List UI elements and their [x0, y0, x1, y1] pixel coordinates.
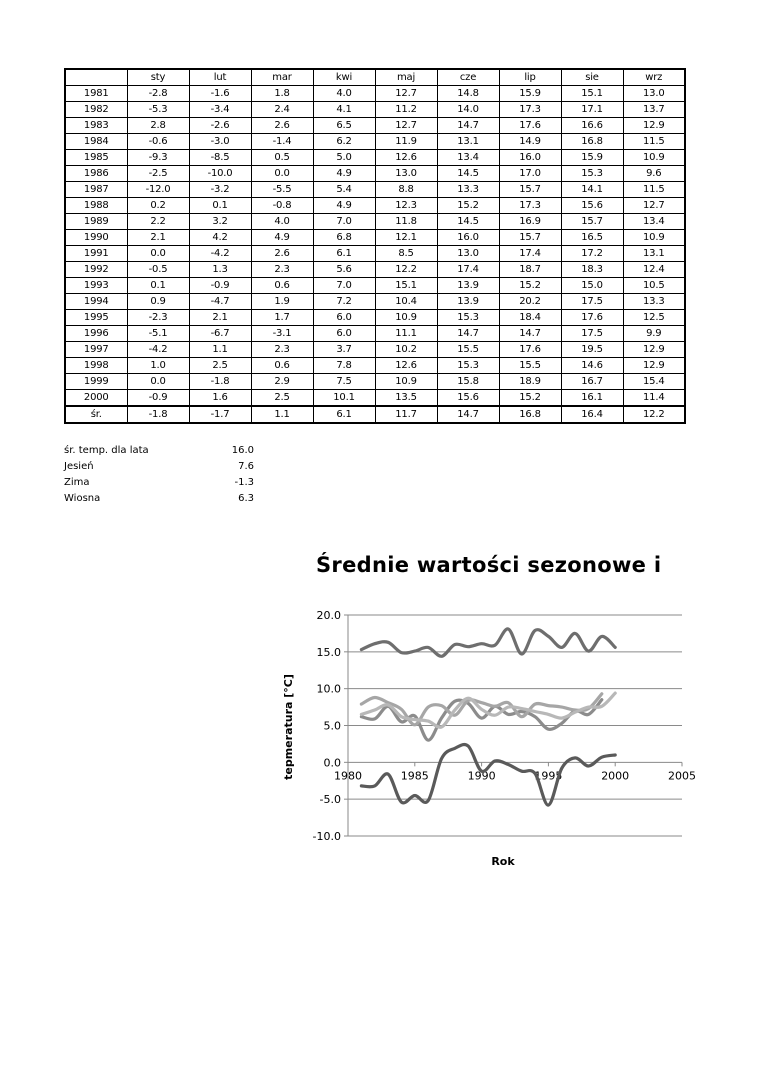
table-cell: 6.8 — [313, 230, 375, 246]
table-cell: 10.4 — [375, 294, 437, 310]
table-cell: -2.5 — [127, 166, 189, 182]
summary-value: 6.3 — [238, 493, 254, 504]
table-cell: 12.6 — [375, 150, 437, 166]
table-cell: 7.0 — [313, 214, 375, 230]
table-cell: 2.5 — [251, 390, 313, 407]
table-cell: 1.1 — [251, 406, 313, 423]
header-cell: maj — [375, 69, 437, 86]
table-cell: 0.2 — [127, 198, 189, 214]
x-tick-label: 1995 — [534, 769, 563, 783]
table-cell: -4.7 — [189, 294, 251, 310]
table-cell: 2.6 — [251, 246, 313, 262]
table-cell: -1.8 — [127, 406, 189, 423]
table-cell: 13.9 — [437, 294, 499, 310]
temperature-table — [64, 68, 686, 424]
table-cell: -4.2 — [189, 246, 251, 262]
table-cell: 12.1 — [375, 230, 437, 246]
x-tick-label: 1985 — [400, 769, 429, 783]
header-cell — [65, 69, 127, 86]
table-row — [65, 310, 685, 326]
table-row — [65, 374, 685, 390]
header-cell: sie — [561, 69, 623, 86]
table-cell: 12.7 — [375, 118, 437, 134]
table-row — [65, 342, 685, 358]
table-cell: 12.4 — [623, 262, 685, 278]
header-cell: mar — [251, 69, 313, 86]
table-body — [65, 86, 685, 424]
table-cell: 4.9 — [313, 198, 375, 214]
table-cell: 15.4 — [623, 374, 685, 390]
table-cell: 13.0 — [375, 166, 437, 182]
x-tick-label: 2005 — [668, 769, 696, 783]
row-label-cell: 1995 — [65, 310, 127, 326]
table-cell: 15.3 — [437, 358, 499, 374]
table-cell: -0.9 — [127, 390, 189, 407]
table-cell: -0.6 — [127, 134, 189, 150]
table-cell: 10.9 — [375, 310, 437, 326]
summary-label: Jesień — [64, 461, 94, 472]
row-label-cell: 1990 — [65, 230, 127, 246]
table-row — [65, 118, 685, 134]
row-label-cell: 1998 — [65, 358, 127, 374]
table-cell: -9.3 — [127, 150, 189, 166]
table-cell: -5.1 — [127, 326, 189, 342]
table-cell: 0.0 — [251, 166, 313, 182]
x-tick-label: 1990 — [467, 769, 496, 783]
table-cell: -1.7 — [189, 406, 251, 423]
table-cell: -5.5 — [251, 182, 313, 198]
table-cell: -0.8 — [251, 198, 313, 214]
x-axis-label: Rok — [491, 855, 515, 868]
table-cell: 15.7 — [561, 214, 623, 230]
table-cell: -1.4 — [251, 134, 313, 150]
table-cell: 5.4 — [313, 182, 375, 198]
row-label-cell: śr. — [65, 406, 127, 423]
table-cell: 12.9 — [623, 358, 685, 374]
table-cell: 5.0 — [313, 150, 375, 166]
table-cell: 0.6 — [251, 278, 313, 294]
y-tick-label: -5.0 — [319, 793, 341, 807]
table-cell: 6.0 — [313, 326, 375, 342]
summary-label: Zima — [64, 477, 90, 488]
table-cell: 16.4 — [561, 406, 623, 423]
table-cell: 18.3 — [561, 262, 623, 278]
table-cell: 7.5 — [313, 374, 375, 390]
table-cell: 11.7 — [375, 406, 437, 423]
table-cell: 17.3 — [499, 198, 561, 214]
header-cell: cze — [437, 69, 499, 86]
table-cell: -10.0 — [189, 166, 251, 182]
table-cell: 12.9 — [623, 118, 685, 134]
table-cell: 0.9 — [127, 294, 189, 310]
table-row — [65, 214, 685, 230]
header-cell: sty — [127, 69, 189, 86]
table-cell: 15.6 — [561, 198, 623, 214]
table-cell: 1.1 — [189, 342, 251, 358]
table-cell: -8.5 — [189, 150, 251, 166]
table-cell: 2.8 — [127, 118, 189, 134]
summary-row — [64, 475, 254, 491]
summary-label: śr. temp. dla lata — [64, 445, 149, 456]
summary-value: 7.6 — [238, 461, 254, 472]
table-cell: 17.6 — [561, 310, 623, 326]
table-cell: 7.2 — [313, 294, 375, 310]
table-cell: -3.0 — [189, 134, 251, 150]
table-cell: 11.2 — [375, 102, 437, 118]
table-cell: 14.8 — [437, 86, 499, 102]
table-cell: 13.1 — [437, 134, 499, 150]
table-cell: 6.2 — [313, 134, 375, 150]
table-cell: 4.9 — [313, 166, 375, 182]
header-cell: wrz — [623, 69, 685, 86]
table-cell: 4.9 — [251, 230, 313, 246]
table-cell: 13.1 — [623, 246, 685, 262]
table-cell: 4.0 — [313, 86, 375, 102]
table-row — [65, 294, 685, 310]
table-cell: 2.2 — [127, 214, 189, 230]
table-row — [65, 406, 685, 423]
table-row — [65, 326, 685, 342]
table-cell: 15.3 — [561, 166, 623, 182]
y-tick-label: 20.0 — [316, 609, 341, 622]
table-cell: 10.5 — [623, 278, 685, 294]
table-row — [65, 102, 685, 118]
table-row — [65, 390, 685, 407]
row-label-cell: 2000 — [65, 390, 127, 407]
table-cell: 17.0 — [499, 166, 561, 182]
table-cell: 11.5 — [623, 182, 685, 198]
table-cell: 17.5 — [561, 294, 623, 310]
table-cell: 15.7 — [499, 230, 561, 246]
table-cell: -12.0 — [127, 182, 189, 198]
x-tick-label: 1980 — [334, 769, 362, 783]
table-cell: 19.5 — [561, 342, 623, 358]
table-row — [65, 134, 685, 150]
table-cell: 4.1 — [313, 102, 375, 118]
table-cell: 7.0 — [313, 278, 375, 294]
header-cell: lut — [189, 69, 251, 86]
table-row — [65, 166, 685, 182]
table-cell: 15.8 — [437, 374, 499, 390]
table-cell: -3.2 — [189, 182, 251, 198]
row-label-cell: 1999 — [65, 374, 127, 390]
table-cell: 3.7 — [313, 342, 375, 358]
table-cell: 13.5 — [375, 390, 437, 407]
table-cell: 6.5 — [313, 118, 375, 134]
table-cell: 16.1 — [561, 390, 623, 407]
table-cell: 15.1 — [561, 86, 623, 102]
table-cell: -3.4 — [189, 102, 251, 118]
row-label-cell: 1988 — [65, 198, 127, 214]
table-cell: 13.3 — [623, 294, 685, 310]
table-cell: 14.5 — [437, 214, 499, 230]
grid-layer — [348, 615, 682, 836]
table-cell: 13.0 — [437, 246, 499, 262]
table-cell: -3.1 — [251, 326, 313, 342]
table-cell: 1.3 — [189, 262, 251, 278]
table-cell: 18.4 — [499, 310, 561, 326]
table-cell: 15.3 — [437, 310, 499, 326]
row-label-cell: 1985 — [65, 150, 127, 166]
row-label-cell: 1989 — [65, 214, 127, 230]
table-cell: 17.4 — [437, 262, 499, 278]
row-label-cell: 1993 — [65, 278, 127, 294]
y-tick-label: 10.0 — [316, 682, 341, 696]
summary-value: -1.3 — [234, 477, 254, 488]
table-cell: 1.7 — [251, 310, 313, 326]
summary-row — [64, 459, 254, 475]
table-cell: 13.0 — [623, 86, 685, 102]
table-cell: 14.0 — [437, 102, 499, 118]
table-row — [65, 278, 685, 294]
table-cell: 20.2 — [499, 294, 561, 310]
table-row — [65, 358, 685, 374]
summary-value: 16.0 — [231, 445, 254, 456]
table-cell: 18.7 — [499, 262, 561, 278]
table-cell: 15.9 — [499, 86, 561, 102]
table-cell: 1.6 — [189, 390, 251, 407]
table-cell: 16.0 — [499, 150, 561, 166]
table-cell: 14.5 — [437, 166, 499, 182]
table-cell: 17.5 — [561, 326, 623, 342]
table-cell: 1.8 — [251, 86, 313, 102]
table-cell: 6.1 — [313, 246, 375, 262]
table-cell: 11.4 — [623, 390, 685, 407]
table-cell: 1.0 — [127, 358, 189, 374]
table-row — [65, 182, 685, 198]
header-cell: kwi — [313, 69, 375, 86]
table-cell: 10.9 — [375, 374, 437, 390]
table-cell: 18.9 — [499, 374, 561, 390]
table-cell: 15.2 — [437, 198, 499, 214]
row-label-cell: 1987 — [65, 182, 127, 198]
table-cell: 14.1 — [561, 182, 623, 198]
table-cell: 17.6 — [499, 118, 561, 134]
table-cell: 15.2 — [499, 278, 561, 294]
summary-label: Wiosna — [64, 493, 101, 504]
table-cell: 9.6 — [623, 166, 685, 182]
table-row — [65, 230, 685, 246]
table-cell: 10.9 — [623, 230, 685, 246]
table-row — [65, 246, 685, 262]
row-label-cell: 1994 — [65, 294, 127, 310]
table-cell: 15.7 — [499, 182, 561, 198]
table-cell: 2.6 — [251, 118, 313, 134]
summary-row — [64, 491, 254, 507]
table-cell: 12.6 — [375, 358, 437, 374]
table-cell: 0.1 — [189, 198, 251, 214]
table-cell: 12.5 — [623, 310, 685, 326]
table-cell: 15.1 — [375, 278, 437, 294]
table-cell: 13.4 — [437, 150, 499, 166]
table-cell: 0.5 — [251, 150, 313, 166]
table-cell: 16.6 — [561, 118, 623, 134]
table-cell: 14.6 — [561, 358, 623, 374]
table-cell: 16.7 — [561, 374, 623, 390]
table-cell: 4.0 — [251, 214, 313, 230]
table-cell: -5.3 — [127, 102, 189, 118]
row-label-cell: 1991 — [65, 246, 127, 262]
table-cell: 3.2 — [189, 214, 251, 230]
table-header-row — [65, 69, 685, 86]
table-cell: 10.1 — [313, 390, 375, 407]
row-label-cell: 1983 — [65, 118, 127, 134]
table-cell: 2.1 — [189, 310, 251, 326]
table-cell: 1.9 — [251, 294, 313, 310]
y-axis-label: tepmeratura [°C] — [282, 674, 295, 780]
table-cell: 16.9 — [499, 214, 561, 230]
table-cell: 16.5 — [561, 230, 623, 246]
table-cell: 13.9 — [437, 278, 499, 294]
table-cell: 11.1 — [375, 326, 437, 342]
table-cell: -1.8 — [189, 374, 251, 390]
y-tick-label: -10.0 — [312, 830, 341, 843]
table-cell: 11.5 — [623, 134, 685, 150]
table-row — [65, 150, 685, 166]
x-tick-label: 2000 — [601, 769, 630, 783]
table-cell: 13.4 — [623, 214, 685, 230]
row-label-cell: 1996 — [65, 326, 127, 342]
table-cell: -0.5 — [127, 262, 189, 278]
table-cell: 10.2 — [375, 342, 437, 358]
table-cell: 17.6 — [499, 342, 561, 358]
table-cell: 17.1 — [561, 102, 623, 118]
table-cell: 14.7 — [499, 326, 561, 342]
summary-block — [64, 443, 254, 507]
table-cell: 2.5 — [189, 358, 251, 374]
table-row — [65, 262, 685, 278]
table-row — [65, 198, 685, 214]
table-cell: 14.9 — [499, 134, 561, 150]
table-cell: 6.0 — [313, 310, 375, 326]
chart-title: Średnie wartości sezonowe i — [316, 553, 662, 577]
table-cell: 13.7 — [623, 102, 685, 118]
table-cell: 14.7 — [437, 118, 499, 134]
table-cell: 12.3 — [375, 198, 437, 214]
y-tick-label: 0.0 — [323, 756, 341, 770]
table-cell: 0.0 — [127, 374, 189, 390]
table-cell: 15.6 — [437, 390, 499, 407]
table-cell: 15.9 — [561, 150, 623, 166]
row-label-cell: 1997 — [65, 342, 127, 358]
table-cell: -4.2 — [127, 342, 189, 358]
table-cell: 14.7 — [437, 406, 499, 423]
table-cell: 15.0 — [561, 278, 623, 294]
y-tick-label: 5.0 — [323, 719, 341, 733]
table-cell: 2.3 — [251, 342, 313, 358]
row-label-cell: 1986 — [65, 166, 127, 182]
table-cell: 0.1 — [127, 278, 189, 294]
table-cell: 14.7 — [437, 326, 499, 342]
y-tick-label: 15.0 — [316, 645, 341, 659]
table-cell: 11.8 — [375, 214, 437, 230]
table-cell: 12.7 — [623, 198, 685, 214]
table-cell: 16.8 — [499, 406, 561, 423]
table-cell: -1.6 — [189, 86, 251, 102]
table-cell: -2.3 — [127, 310, 189, 326]
table-cell: 16.0 — [437, 230, 499, 246]
table-cell: 9.9 — [623, 326, 685, 342]
table-cell: -2.8 — [127, 86, 189, 102]
row-label-cell: 1982 — [65, 102, 127, 118]
table-cell: 12.2 — [375, 262, 437, 278]
table-cell: 15.2 — [499, 390, 561, 407]
table-cell: 12.9 — [623, 342, 685, 358]
table-cell: 2.1 — [127, 230, 189, 246]
table-cell: 13.3 — [437, 182, 499, 198]
header-cell: lip — [499, 69, 561, 86]
row-label-cell: 1992 — [65, 262, 127, 278]
table-cell: 6.1 — [313, 406, 375, 423]
table-cell: 12.2 — [623, 406, 685, 423]
line-chart — [280, 600, 700, 880]
table-cell: 17.3 — [499, 102, 561, 118]
table-cell: 7.8 — [313, 358, 375, 374]
table-cell: 8.8 — [375, 182, 437, 198]
table-cell: 8.5 — [375, 246, 437, 262]
table-cell: 10.9 — [623, 150, 685, 166]
table-cell: 17.2 — [561, 246, 623, 262]
row-label-cell: 1981 — [65, 86, 127, 102]
summary-row — [64, 443, 254, 459]
table-cell: 5.6 — [313, 262, 375, 278]
table-cell: 2.4 — [251, 102, 313, 118]
row-label-cell: 1984 — [65, 134, 127, 150]
table-cell: -0.9 — [189, 278, 251, 294]
table-cell: 2.3 — [251, 262, 313, 278]
table-cell: -6.7 — [189, 326, 251, 342]
table-cell: 17.4 — [499, 246, 561, 262]
table-cell: 15.5 — [437, 342, 499, 358]
table-row — [65, 86, 685, 102]
table-cell: 16.8 — [561, 134, 623, 150]
table-cell: 12.7 — [375, 86, 437, 102]
table-cell: 4.2 — [189, 230, 251, 246]
table-cell: 11.9 — [375, 134, 437, 150]
table-cell: 0.0 — [127, 246, 189, 262]
table-cell: 15.5 — [499, 358, 561, 374]
table-cell: -2.6 — [189, 118, 251, 134]
table-cell: 2.9 — [251, 374, 313, 390]
table-cell: 0.6 — [251, 358, 313, 374]
